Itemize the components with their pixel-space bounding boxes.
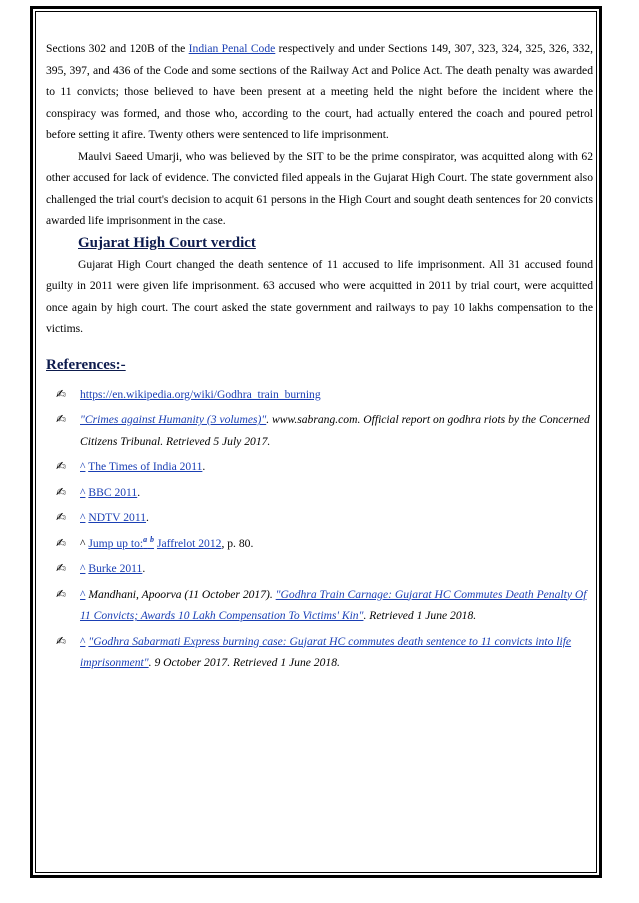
reference-item: ✍ ^ The Times of India 2011. [56,456,593,478]
verdict-paragraph: Sections 302 and 120B of the Indian Penal Code respectively and under Sections 149, 307, 323, 324, 325, 326, 332, 395, 397, and 436 of the Code and some sections of the Railway Act and Police Act. The death penalty was awarded to 11 convicts; those believed to have been present at a meeting held the night before the incident where the conspiracy was formed, and those who, according to the court, had actually entered the coach and poured petrol before setting it afire. Twenty others were sentenced to life imprisonment. [46,42,593,141]
ndtv-link[interactable]: NDTV 2011 [88,511,147,524]
caret-link[interactable]: ^ [80,511,86,524]
umarji-paragraph: Maulvi Saeed Umarji, who was believed by the SIT to be the prime conspirator, was acquitted along with 62 other accused for lack of evidence. The convicted filed appeals in the Gujarat High Court. The state government also challenged the trial court's decision to acquit 61 persons in the High Court and sought death sentences for 20 convicts awarded life imprisonment in the case. [46,149,593,227]
pen-bullet-icon: ✍ [56,561,67,575]
reference-item: ✍ ^ NDTV 2011. [56,507,593,529]
reference-item [56,384,593,406]
hc-verdict-paragraph: Gujarat High Court changed the death sentence of 11 accused to life imprisonment. All 31 accused found guilty in 2011 were given life imprisonment. 63 accused who were acquitted in 2011 by trial court, were acquitted once again by high court. The court asked the state government and railways to pay 10 lakhs compensation to the victims. [46,257,593,335]
reference-item: ✍ ^ Burke 2011. [56,558,593,580]
pen-bullet-icon: ✍ [56,386,67,401]
reference-item: ✍ ^ Jump up to:$^a$ $^b$ Jaffrelot 2012, p. 80. [56,533,593,555]
jaffrelot-link[interactable]: Jaffrelot 2012 [156,536,222,550]
hc-verdict-heading: Gujarat High Court verdict [78,234,256,251]
reference-item: ✍ ^ "Godhra Sabarmati Express burning case: Gujarat HC commutes death sentence to 11 convicts into life imprisonment". 9 October 2017. Retrieved 1 June 2018. [56,631,593,674]
jump-up-link[interactable]: Jump up to:$^a$ $^b$ [88,534,155,550]
sabarmati-express-link[interactable]: "Godhra Sabarmati Express burning case: Gujarat HC commutes death sentence to 11 convicts into life imprisonment" [80,634,572,669]
references-list [46,384,593,674]
pen-bullet-icon: ✍ [56,412,67,426]
bbc-link[interactable]: BBC 2011 [88,485,138,499]
wikipedia-link[interactable]: https://en.wikipedia.org/wiki/Godhra_train_burning [80,387,321,401]
caret-link[interactable]: ^ [80,634,86,648]
caret-link[interactable]: ^ [80,587,86,601]
caret-link[interactable]: ^ [80,485,86,499]
caret-link[interactable]: ^ [80,562,86,575]
pen-bullet-icon: ✍ [56,459,67,473]
reference-item: ✍ ^ BBC 2011. [56,482,593,504]
pen-bullet-icon: ✍ [56,510,67,524]
indian-penal-code-link[interactable]: Indian Penal Code [188,42,276,55]
document-body [46,38,593,678]
references-heading: References:- [46,356,126,373]
burke-link[interactable]: Burke 2011 [88,562,143,575]
godhra-train-carnage-link[interactable]: "Godhra Train Carnage: Gujarat HC Commutes Death Penalty Of 11 Convicts; Awards 10 Lakh Compensation To Victims' Kin" [80,587,587,622]
crimes-against-humanity-link[interactable]: "Crimes against Humanity (3 volumes)" [80,413,267,426]
reference-item: ✍ "Crimes against Humanity (3 volumes)". www.sabrang.com. Official report on godhra riots by the Concerned Citizens Tribunal. Retrieved 5 July 2017. [56,409,593,452]
reference-item: ✍ ^ Mandhani, Apoorva (11 October 2017). "Godhra Train Carnage: Gujarat HC Commutes Death Penalty Of 11 Convicts; Awards 10 Lakh Compensation To Victims' Kin". Retrieved 1 June 2018. [56,584,593,627]
pen-bullet-icon: ✍ [56,586,67,601]
pen-bullet-icon: ✍ [56,535,67,550]
times-of-india-link[interactable]: The Times of India 2011 [88,460,203,473]
caret-link[interactable]: ^ [80,460,86,473]
pen-bullet-icon: ✍ [56,484,67,499]
pen-bullet-icon: ✍ [56,633,67,648]
